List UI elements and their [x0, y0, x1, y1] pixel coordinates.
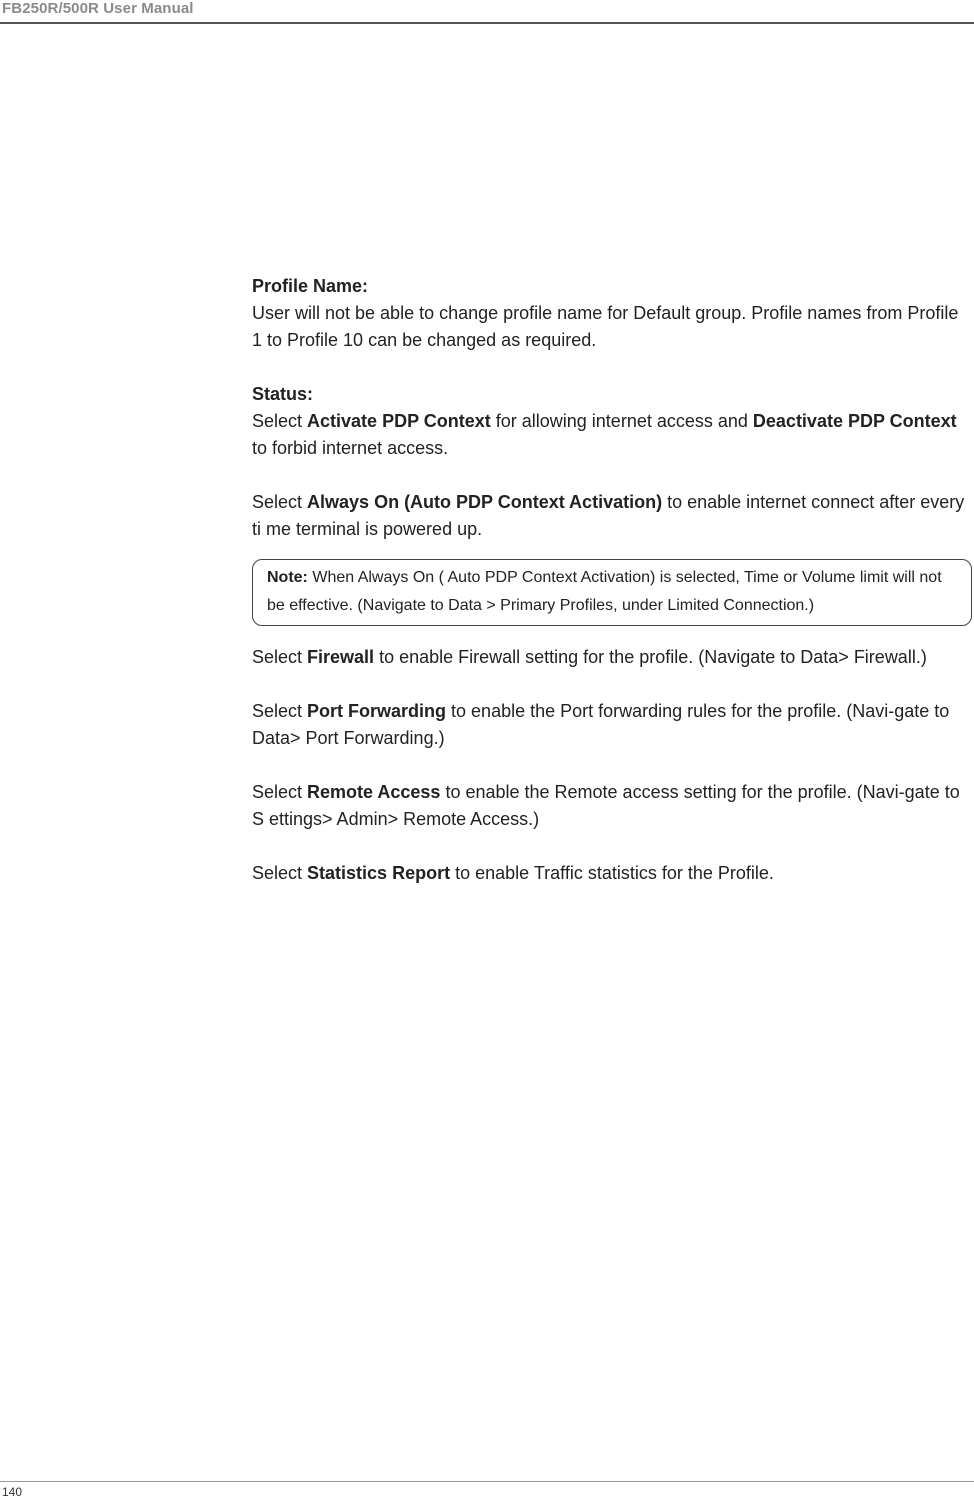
profile-name-section [252, 273, 972, 354]
always-on-paragraph [252, 489, 972, 543]
always-on-select-text: Select [252, 492, 308, 512]
status-heading: Status: [252, 384, 314, 404]
note-label: Note: [267, 569, 308, 586]
port-forwarding-select-text: Select [252, 701, 308, 721]
statistics-report-paragraph [252, 860, 972, 887]
status-section [252, 381, 972, 462]
firewall-text: to enable Firewall setting for the profile. (Navigate to Data> Firewall.) [374, 647, 927, 667]
remote-access-select-text: Select [252, 782, 308, 802]
manual-title: FB250R/500R User Manual [2, 0, 194, 17]
port-forwarding-text: to enable the Port forwarding rules for the profile. (Navi-gate to Data> Port Forwarding.) [252, 701, 950, 748]
firewall-select-text: Select [252, 647, 308, 667]
profile-name-heading: Profile Name: [252, 276, 369, 296]
page-header [0, 0, 974, 24]
port-forwarding-term: Port Forwarding [307, 701, 447, 721]
remote-access-term: Remote Access [307, 782, 441, 802]
always-on-term: Always On (Auto PDP Context Activation) [307, 492, 663, 512]
remote-access-paragraph [252, 779, 972, 833]
statistics-report-select-text: Select [252, 863, 308, 883]
status-select-text: Select [252, 411, 308, 431]
profile-name-text: User will not be able to change profile name for Default group. Profile names from Profile 1 to Profile 10 can be changed as required. [252, 303, 959, 350]
statistics-report-term: Statistics Report [307, 863, 451, 883]
note-box [252, 559, 972, 626]
page-number: 140 [2, 1485, 23, 1499]
statistics-report-text: to enable Traffic statistics for the Profile. [450, 863, 774, 883]
footer-divider [0, 1481, 974, 1482]
firewall-term: Firewall [307, 647, 375, 667]
activate-pdp-term: Activate PDP Context [307, 411, 491, 431]
always-on-end-text: to enable internet connect after every ti me terminal is powered up. [252, 492, 965, 539]
remote-access-text: to enable the Remote access setting for the profile. (Navi-gate to S ettings> Admin> Remote Access.) [252, 782, 960, 829]
main-content [252, 273, 972, 914]
port-forwarding-paragraph [252, 698, 972, 752]
note-text: When Always On ( Auto PDP Context Activation) is selected, Time or Volume limit will not be effective. (Navigate to Data > Primary Profiles, under Limited Connection.) [267, 569, 942, 614]
firewall-paragraph [252, 644, 972, 671]
deactivate-pdp-term: Deactivate PDP Context [752, 411, 957, 431]
status-mid-text: for allowing internet access and [490, 411, 753, 431]
status-end-text: to forbid internet access. [252, 438, 449, 458]
